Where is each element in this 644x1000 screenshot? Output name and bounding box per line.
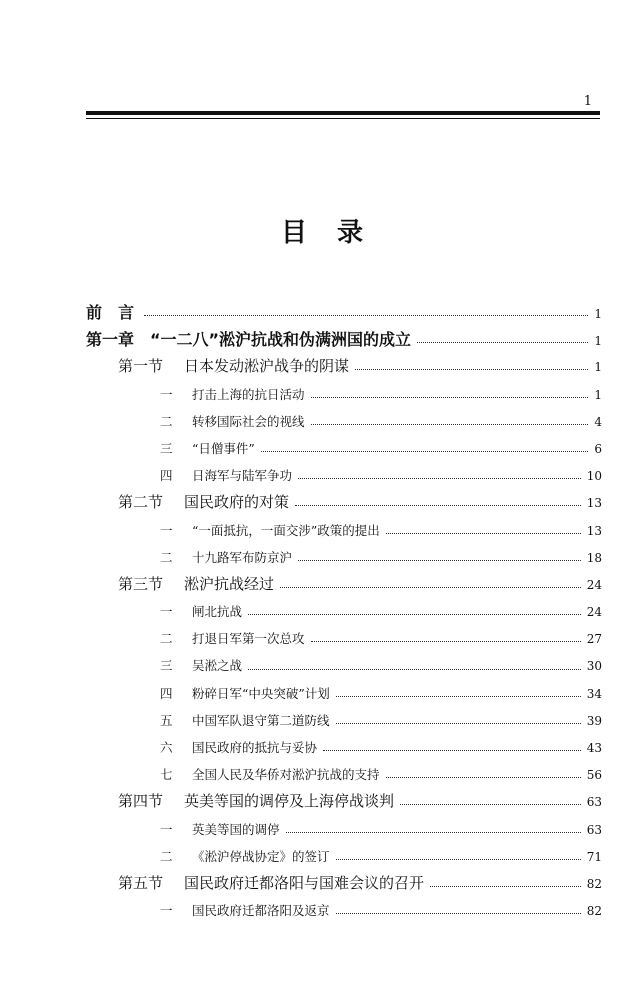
- header-rule-thin: [86, 118, 600, 119]
- toc-entry-label: 日海军与陆军争功: [192, 468, 293, 484]
- toc-entry-label: “一面抵抗，一面交涉”政策的提出: [192, 522, 380, 538]
- toc-entry-label: 国民政府迁都洛阳与国难会议的召开: [184, 873, 425, 892]
- toc-leader-dots: [311, 424, 589, 425]
- toc-entry-page: 13: [586, 496, 602, 511]
- toc-entry-page: 1: [594, 360, 602, 375]
- toc-entry-number: 四: [160, 685, 173, 701]
- toc-entry-number: 二: [160, 848, 173, 864]
- toc-entry-number: 三: [160, 440, 173, 456]
- toc-entry-page: 18: [586, 550, 602, 565]
- toc-entry-page: 34: [586, 686, 602, 701]
- toc-entry-number: 第五节: [118, 873, 164, 892]
- toc-subsection-entry[interactable]: [86, 544, 602, 571]
- toc-entry-label: 国民政府迁都洛阳及返京: [192, 903, 330, 919]
- toc-entry-number: 一: [160, 903, 173, 919]
- toc-entry-number: 二: [160, 549, 173, 565]
- toc-entry-page: 24: [586, 577, 602, 592]
- toc-entry-label: 打退日军第一次总攻: [192, 631, 305, 647]
- toc-subsection-entry[interactable]: [86, 816, 602, 843]
- toc-leader-dots: [298, 478, 581, 479]
- toc-entry-page: 4: [594, 414, 602, 429]
- toc-entry-number: 第一章: [86, 330, 135, 350]
- toc-entry-number: 六: [160, 740, 173, 755]
- toc-leader-dots: [311, 641, 581, 642]
- toc-entry-number: 二: [160, 631, 173, 647]
- header-rule-thick: [86, 111, 600, 115]
- toc-leader-dots: [336, 696, 581, 697]
- toc-entry-page: 30: [586, 659, 602, 674]
- toc-entry-page: 6: [594, 441, 602, 456]
- toc-entry-label: 十九路军布防京沪: [192, 549, 293, 565]
- toc-entry-page: 71: [586, 849, 602, 864]
- toc-entry-label: 英美等国的调停: [192, 821, 280, 837]
- toc-entry-number: 二: [160, 413, 173, 429]
- toc-leader-dots: [430, 886, 581, 887]
- toc-leader-dots: [286, 832, 581, 833]
- toc-entry-number: 一: [160, 522, 173, 538]
- toc-entry-number: 一: [160, 604, 173, 620]
- toc-leader-dots: [323, 750, 581, 751]
- toc-leader-dots: [261, 451, 589, 452]
- toc-leader-dots: [336, 859, 581, 860]
- toc-leader-dots: [298, 560, 581, 561]
- table-of-contents: [86, 299, 602, 924]
- toc-entry-page: 56: [586, 768, 602, 783]
- toc-entry-number: 四: [160, 468, 173, 484]
- toc-subsection-entry[interactable]: [86, 517, 602, 544]
- toc-entry-page: 27: [586, 632, 602, 647]
- toc-entry-label: 日本发动淞沪战争的阴谋: [184, 357, 350, 376]
- toc-leader-dots: [386, 777, 581, 778]
- toc-leader-dots: [280, 587, 581, 588]
- toc-subsection-entry[interactable]: [86, 897, 602, 924]
- toc-leader-dots: [144, 315, 588, 316]
- toc-section-entry[interactable]: [86, 489, 602, 516]
- toc-entry-label: 英美等国的调停及上海停战谈判: [184, 792, 395, 811]
- toc-entry-page: 1: [594, 307, 602, 321]
- toc-leader-dots: [386, 533, 581, 534]
- toc-entry-label: 粉碎日军“中央突破”计划: [192, 685, 330, 701]
- toc-subsection-entry[interactable]: [86, 435, 602, 462]
- toc-entry-page: 10: [586, 469, 602, 484]
- toc-entry-label: “日僧事件”: [192, 440, 255, 456]
- toc-title: 目录: [280, 218, 393, 248]
- toc-subsection-entry[interactable]: [86, 652, 602, 679]
- toc-entry-page: 82: [586, 876, 602, 891]
- toc-entry-page: 63: [586, 822, 602, 837]
- page-number: 1: [583, 94, 592, 109]
- toc-leader-dots: [336, 723, 581, 724]
- toc-section-entry[interactable]: [86, 788, 602, 815]
- toc-entry-label: 转移国际社会的视线: [192, 413, 305, 429]
- toc-subsection-entry[interactable]: [86, 625, 602, 652]
- toc-leader-dots: [311, 397, 589, 398]
- toc-section-entry[interactable]: [86, 353, 602, 380]
- toc-entry-number: 第三节: [118, 574, 164, 593]
- toc-leader-dots: [295, 505, 581, 506]
- toc-subsection-entry[interactable]: [86, 408, 602, 435]
- toc-leader-dots: [248, 669, 581, 670]
- toc-subsection-entry[interactable]: [86, 843, 602, 870]
- toc-entry-label: 吴淞之战: [192, 658, 243, 674]
- toc-entry-page: 24: [586, 605, 602, 620]
- toc-leader-dots: [336, 913, 581, 914]
- toc-entry-label: 淞沪抗战经过: [184, 574, 275, 593]
- toc-subsection-entry[interactable]: [86, 707, 602, 734]
- toc-subsection-entry[interactable]: [86, 680, 602, 707]
- toc-entry-label: 《淞沪停战协定》的签订: [192, 848, 330, 864]
- toc-entry-page: 82: [586, 904, 602, 919]
- toc-leader-dots: [400, 804, 581, 805]
- toc-subsection-entry[interactable]: [86, 761, 602, 788]
- toc-subsection-entry[interactable]: [86, 734, 602, 761]
- toc-leader-dots: [248, 614, 581, 615]
- toc-chapter-entry[interactable]: [86, 326, 602, 353]
- toc-entry-page: 63: [586, 795, 602, 810]
- toc-entry-page: 39: [586, 713, 602, 728]
- toc-chapter-entry[interactable]: [86, 299, 602, 326]
- toc-leader-dots: [417, 342, 588, 343]
- toc-entry-number: 三: [160, 658, 173, 674]
- toc-leader-dots: [355, 369, 588, 370]
- toc-subsection-entry[interactable]: [86, 381, 602, 408]
- toc-entry-number: 第四节: [118, 792, 164, 811]
- toc-section-entry[interactable]: [86, 870, 602, 897]
- toc-subsection-entry[interactable]: [86, 598, 602, 625]
- toc-entry-label: 国民政府的对策: [184, 493, 290, 512]
- toc-entry-label: 闸北抗战: [192, 604, 243, 620]
- toc-entry-number: 一: [160, 386, 173, 402]
- toc-section-entry[interactable]: [86, 571, 602, 598]
- toc-entry-page: 43: [586, 741, 602, 755]
- toc-entry-number: 七: [160, 767, 173, 783]
- toc-entry-number: 第一节: [118, 357, 164, 376]
- toc-entry-label: 全国人民及华侨对淞沪抗战的支持: [192, 767, 380, 783]
- toc-entry-label: 国民政府的抵抗与妥协: [192, 740, 318, 755]
- toc-subsection-entry[interactable]: [86, 462, 602, 489]
- toc-entry-number: 前 言: [86, 303, 135, 322]
- toc-entry-number: 一: [160, 821, 173, 837]
- toc-entry-number: 第二节: [118, 493, 164, 512]
- toc-entry-page: 1: [594, 334, 602, 349]
- toc-entry-number: 五: [160, 712, 173, 728]
- toc-entry-label: “一二八”淞沪抗战和伪满洲国的成立: [150, 330, 412, 350]
- toc-entry-page: 1: [594, 387, 602, 402]
- toc-entry-label: 打击上海的抗日活动: [192, 386, 305, 402]
- toc-entry-page: 13: [586, 523, 602, 538]
- toc-entry-label: 中国军队退守第二道防线: [192, 712, 330, 728]
